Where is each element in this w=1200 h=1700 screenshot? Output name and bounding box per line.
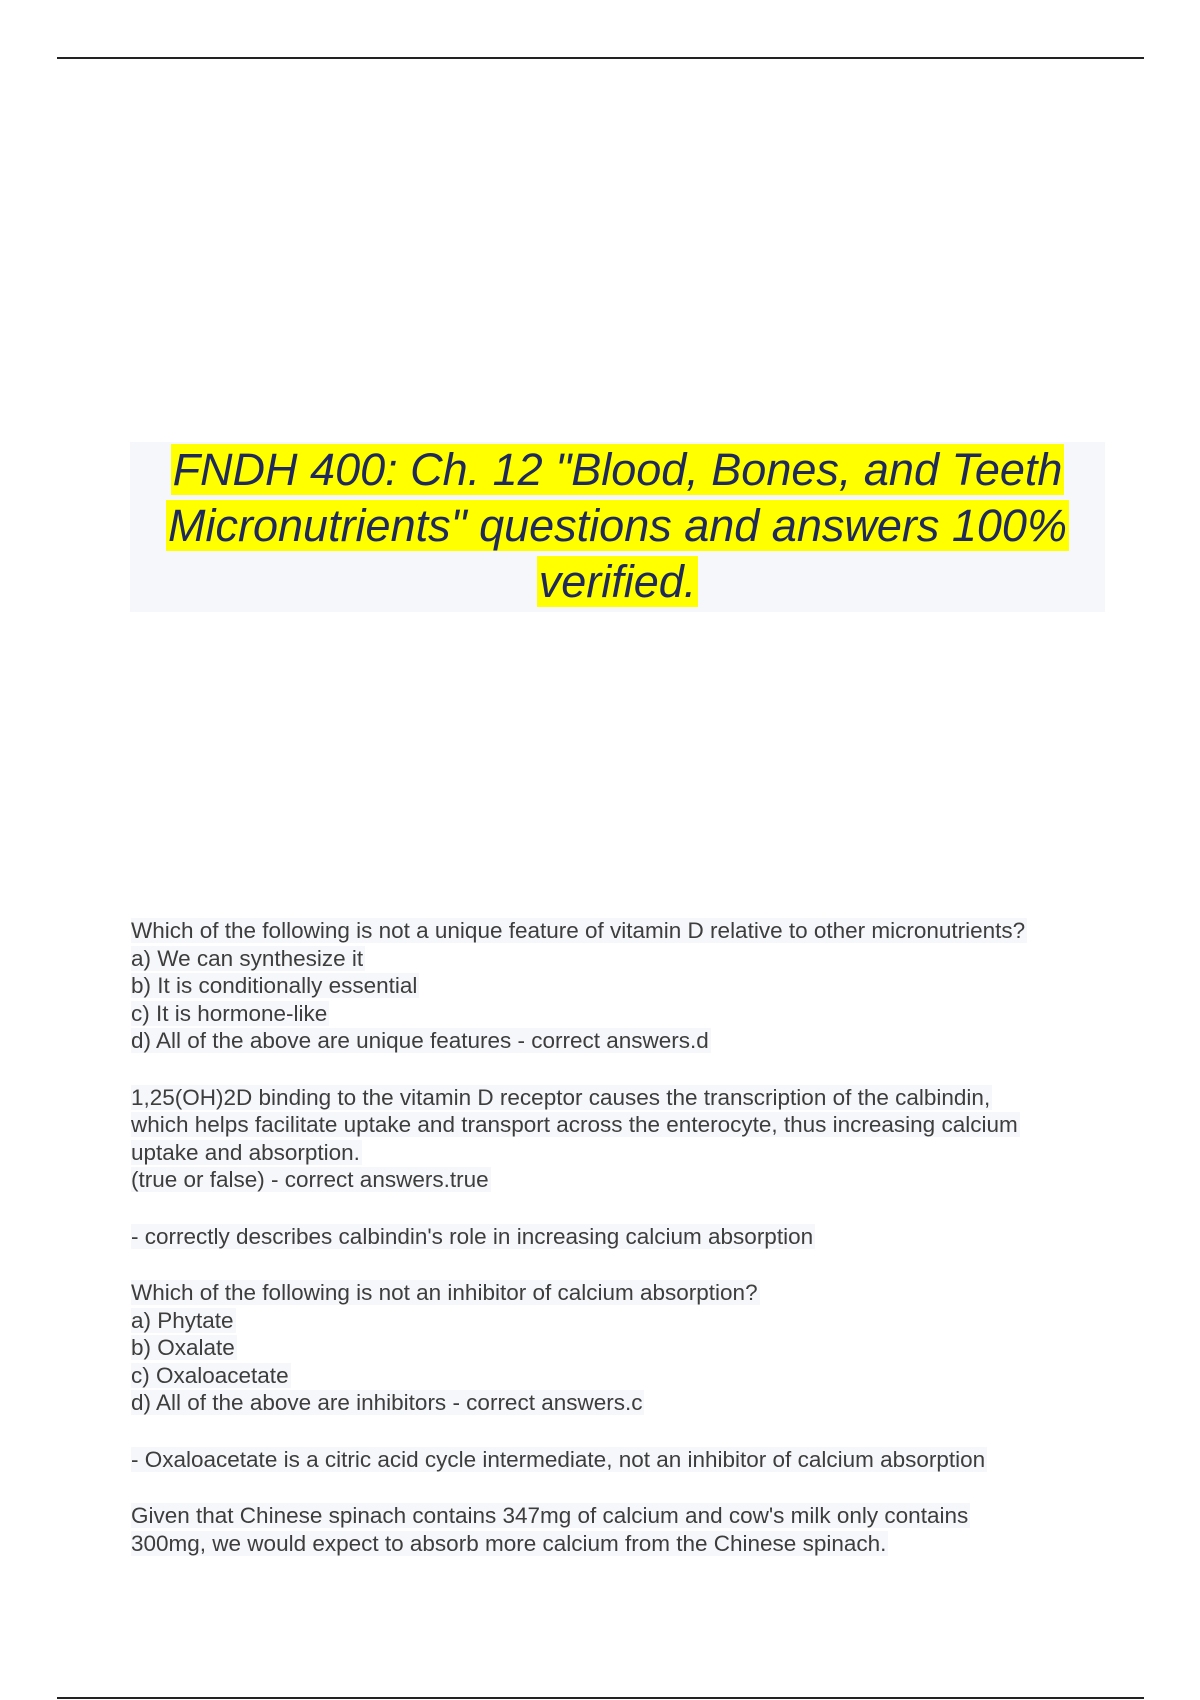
question-1-option-d-answer: d) All of the above are unique features - correct answers.d <box>131 1028 709 1053</box>
question-2-text-line-1: 1,25(OH)2D binding to the vitamin D receptor causes the transcription of the calbindin, <box>131 1084 991 1110</box>
question-2-text-line-2: which helps facilitate uptake and transport across the enterocyte, thus increasing calcium <box>131 1112 1018 1137</box>
title-line-3: verified. <box>538 556 697 607</box>
title-line-2: Micronutrients" questions and answers 100% <box>168 500 1067 551</box>
question-list <box>131 917 1131 1557</box>
question-2-explanation: - correctly describes calbindin's role in increasing calcium absorption <box>131 1223 814 1249</box>
title-line-1: FNDH 400: Ch. 12 "Blood, Bones, and Teeth <box>172 444 1063 495</box>
question-1 <box>131 917 1131 1055</box>
question-1-option-b: b) It is conditionally essential <box>131 973 418 998</box>
question-1-option-c: c) It is hormone-like <box>131 1000 328 1026</box>
question-3 <box>131 1279 1131 1417</box>
question-3-option-d-answer: d) All of the above are inhibitors - correct answers.c <box>131 1390 643 1415</box>
spacer <box>131 1250 1131 1279</box>
question-3-option-b: b) Oxalate <box>131 1335 235 1360</box>
question-2-text-line-3: uptake and absorption. <box>131 1139 360 1165</box>
question-1-text: Which of the following is not a unique feature of vitamin D relative to other micronutrients? <box>131 918 1026 943</box>
question-4 <box>131 1502 1131 1557</box>
question-1-option-a: a) We can synthesize it <box>131 945 364 971</box>
question-3-explanation: - Oxaloacetate is a citric acid cycle intermediate, not an inhibitor of calcium absorption <box>131 1446 986 1472</box>
document-title <box>130 442 1105 612</box>
question-3-text: Which of the following is not an inhibitor of calcium absorption? <box>131 1280 758 1305</box>
spacer <box>131 1055 1131 1084</box>
question-4-text-line-1: Given that Chinese spinach contains 347mg of calcium and cow's milk only contains <box>131 1503 969 1528</box>
question-2-answer: (true or false) - correct answers.true <box>131 1167 489 1192</box>
question-2 <box>131 1084 1131 1194</box>
spacer <box>131 1473 1131 1502</box>
question-3-option-c: c) Oxaloacetate <box>131 1362 289 1388</box>
spacer <box>131 1194 1131 1223</box>
top-rule <box>57 57 1144 59</box>
question-4-text-line-2: 300mg, we would expect to absorb more calcium from the Chinese spinach. <box>131 1530 887 1556</box>
spacer <box>131 1417 1131 1446</box>
question-3-option-a: a) Phytate <box>131 1307 234 1333</box>
bottom-rule <box>57 1697 1144 1699</box>
